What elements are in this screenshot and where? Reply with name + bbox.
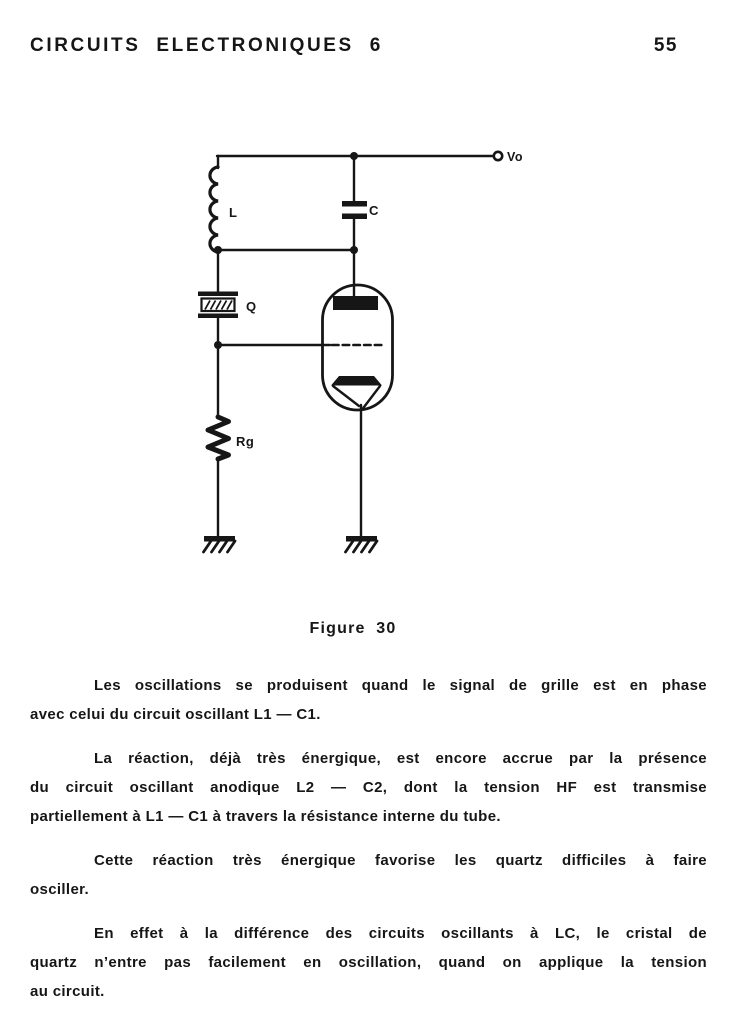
page-title: CIRCUITS ELECTRONIQUES 6 — [30, 35, 383, 56]
paragraph — [30, 919, 707, 1006]
quartz-crystal-symbol — [198, 292, 257, 319]
text-line: Les oscillations se produisent quand le signal de grille est en phase — [94, 677, 707, 694]
tube-cathode — [331, 376, 382, 386]
output-terminal-label: Vo — [507, 150, 524, 164]
tube-anode — [333, 296, 378, 310]
quartz-label: Q — [246, 299, 257, 314]
capacitor-symbol — [342, 201, 379, 219]
inductor-label: L — [229, 205, 238, 220]
resistor-label: Rg — [236, 434, 255, 449]
paragraph — [30, 744, 707, 831]
text-line: du circuit oscillant anodique L2 — C2, dont la tension HF est transmise — [30, 779, 707, 796]
capacitor-label: C — [369, 203, 379, 218]
text-line: partiellement à L1 — C1 à travers la résistance interne du tube. — [30, 808, 501, 825]
output-terminal-icon — [494, 150, 523, 164]
resistor-symbol — [208, 417, 254, 459]
paragraph — [30, 671, 707, 729]
wire-network — [217, 156, 493, 538]
figure-caption: Figure 30 — [309, 620, 397, 637]
text-line: avec celui du circuit oscillant L1 — C1. — [30, 706, 321, 723]
page-number: 55 — [653, 35, 678, 56]
inductor-symbol — [210, 167, 238, 252]
ground-icon-right — [346, 536, 378, 552]
text-line: quartz n’entre pas facilement en oscillation, quand on applique la tension — [30, 954, 707, 971]
ground-icon-left — [204, 536, 236, 552]
paragraph — [30, 846, 707, 904]
text-line: En effet à la différence des circuits oscillants à LC, le cristal de — [94, 925, 707, 942]
body-text — [30, 671, 707, 1021]
vacuum-tube-symbol — [323, 285, 393, 410]
text-line: au circuit. — [30, 983, 105, 1000]
text-line: Cette réaction très énergique favorise les quartz difficiles à faire — [94, 852, 707, 869]
text-line: La réaction, déjà très énergique, est encore accrue par la présence — [94, 750, 707, 767]
text-line: osciller. — [30, 881, 90, 898]
